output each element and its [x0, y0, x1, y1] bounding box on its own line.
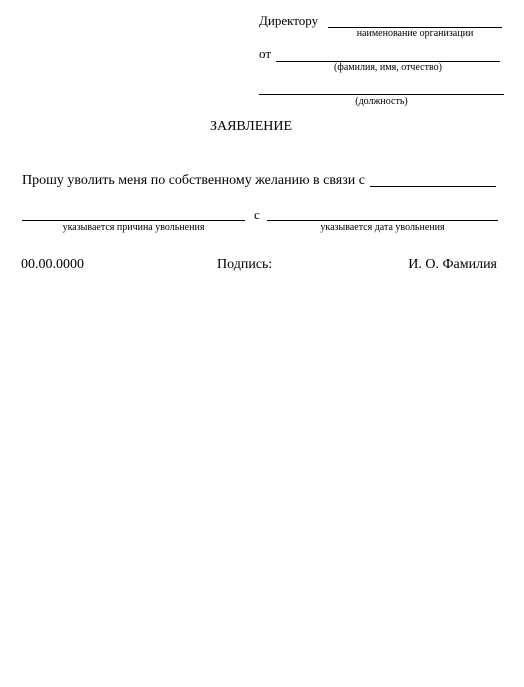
request-continuation-field[interactable] — [370, 186, 496, 187]
position-caption: (должность) — [355, 96, 408, 107]
from-word: с — [254, 207, 260, 222]
signer-name: И. О. Фамилия — [408, 257, 497, 272]
date-caption: указывается дата увольнения — [320, 222, 445, 233]
director-label: Директору — [259, 13, 319, 28]
fio-caption: (фамилия, имя, отчество) — [334, 62, 442, 73]
reason-field[interactable] — [22, 220, 245, 221]
signature-label: Подпись: — [217, 257, 273, 272]
request-text: Прошу уволить меня по собственному желанию в связи с — [22, 173, 365, 188]
document-date: 00.00.0000 — [21, 257, 84, 272]
org-name-caption: наименование организации — [356, 28, 474, 39]
position-field[interactable] — [259, 94, 504, 95]
dismissal-date-field[interactable] — [267, 220, 498, 221]
document-title: ЗАЯВЛЕНИЕ — [209, 119, 293, 134]
from-label: от — [259, 46, 272, 61]
reason-caption: указывается причина увольнения — [62, 222, 205, 233]
